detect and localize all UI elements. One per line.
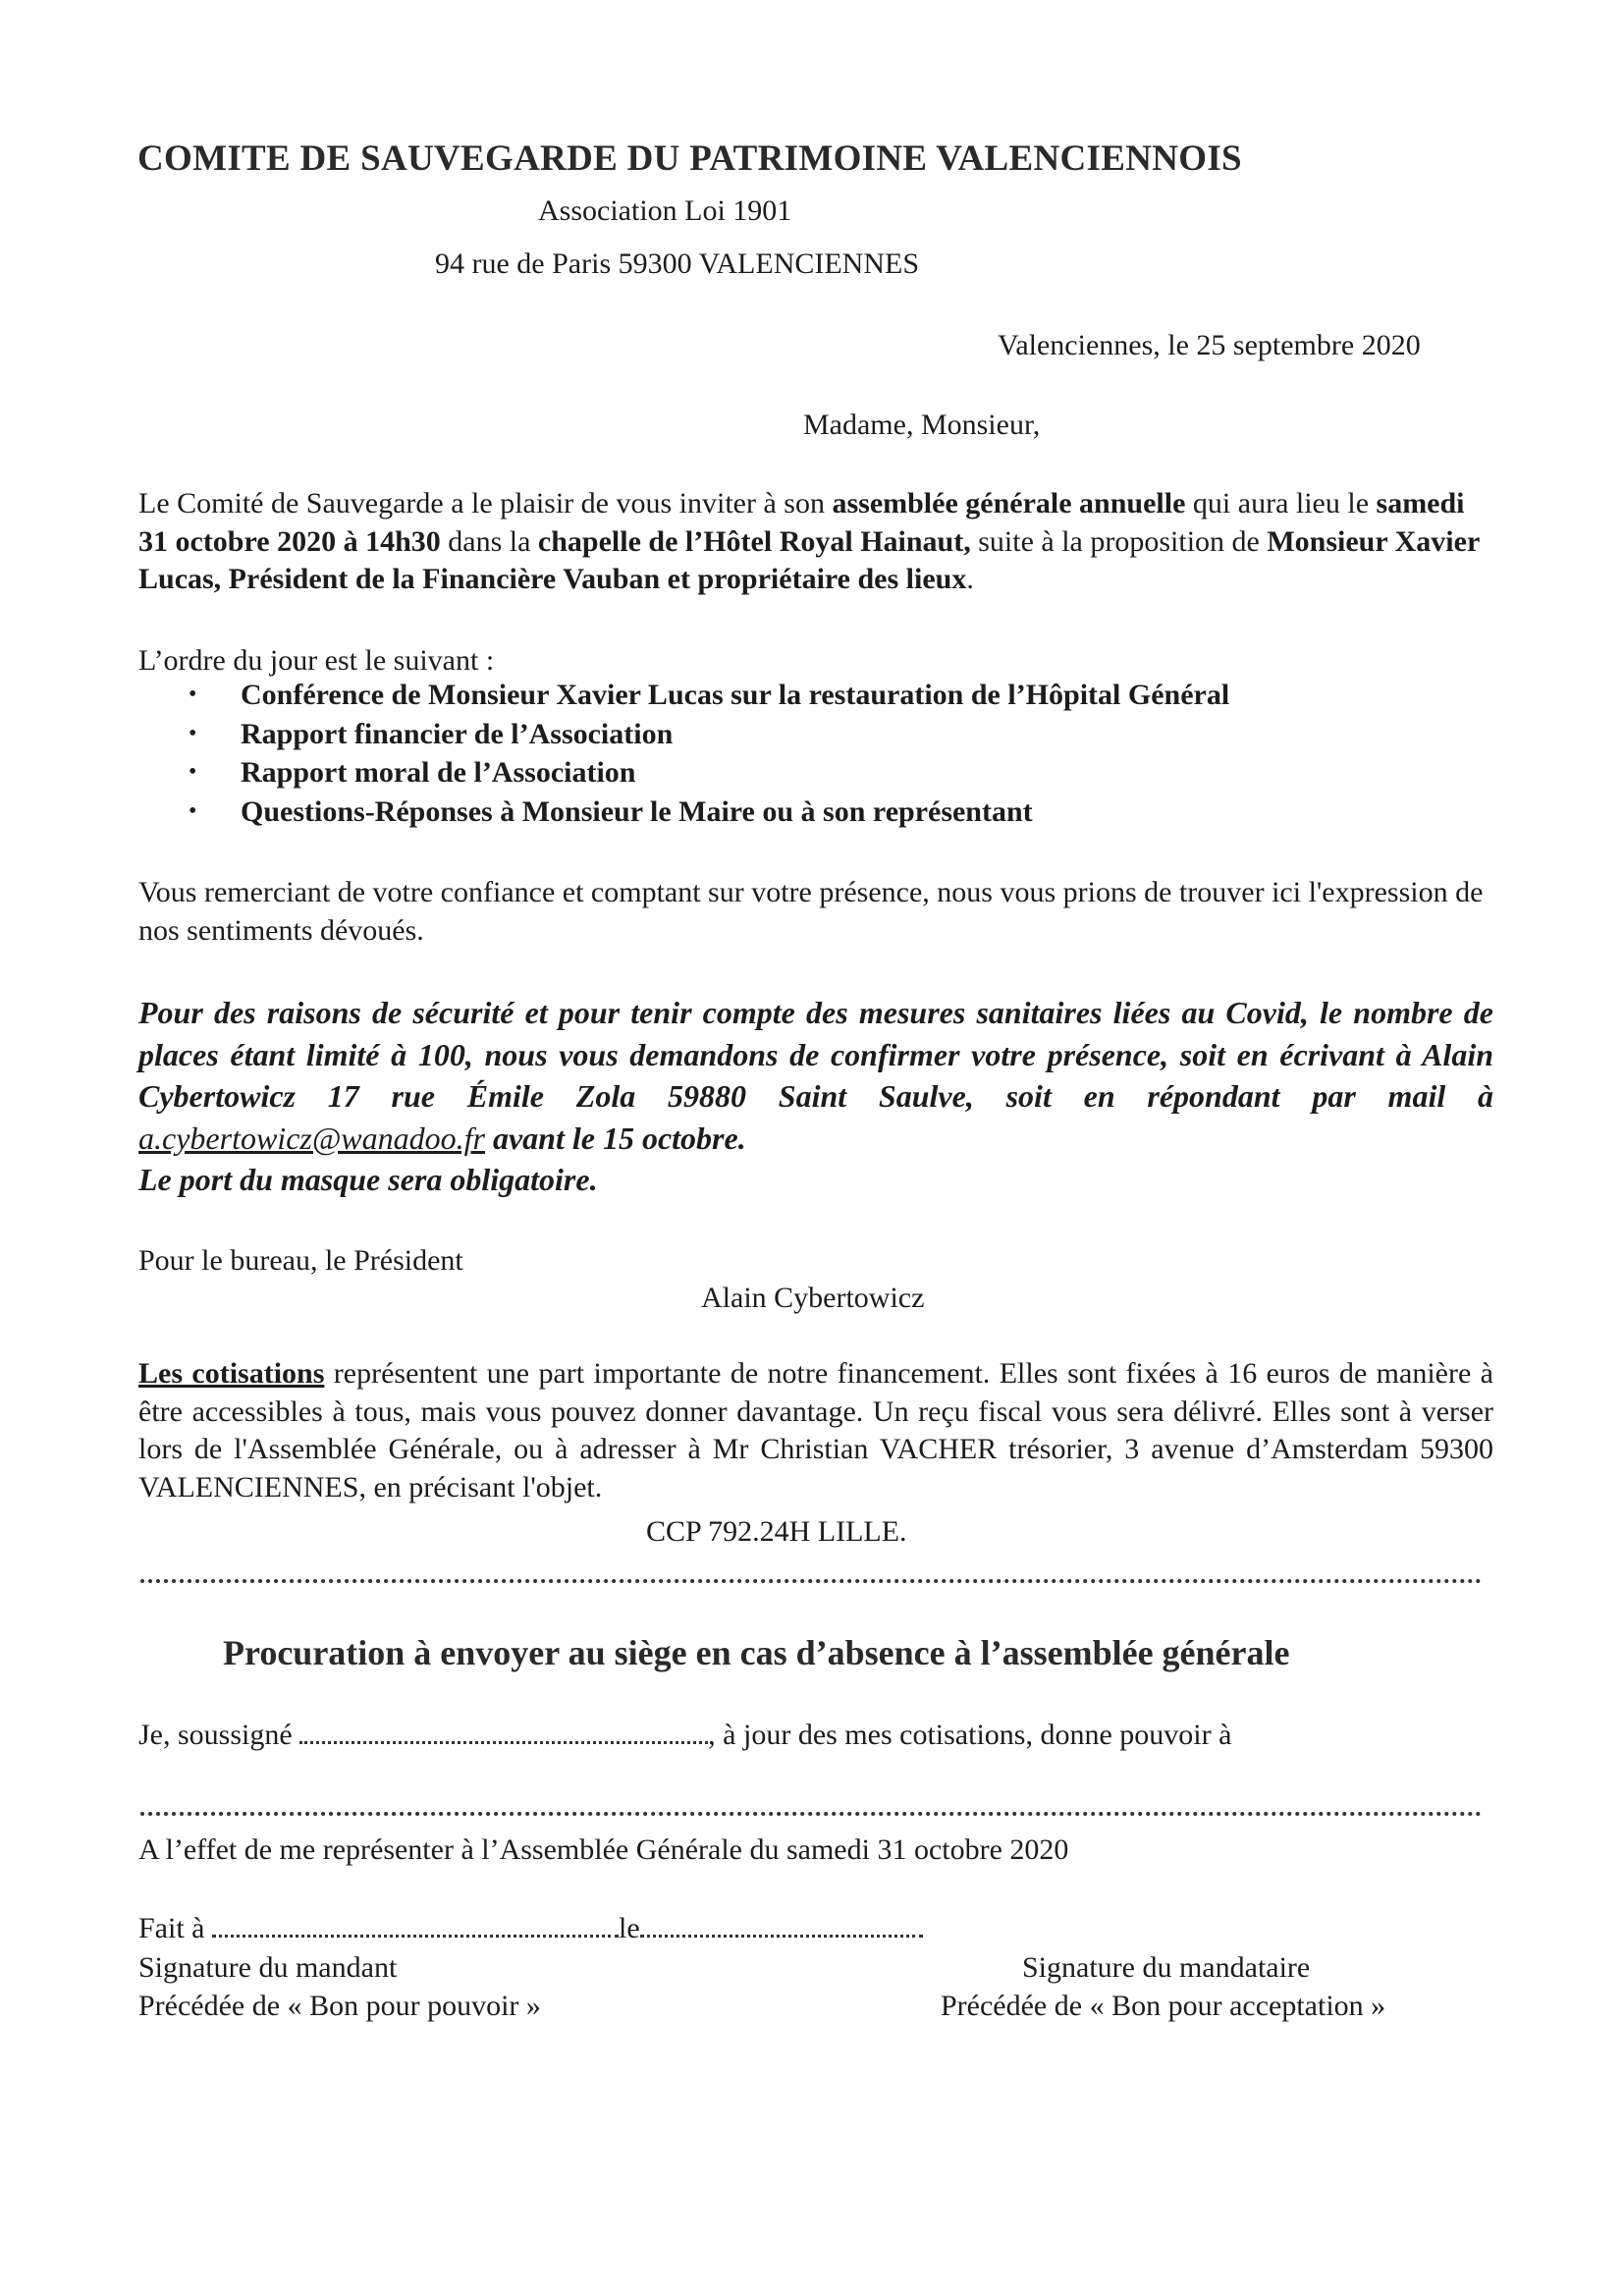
fait-line [138, 1912, 923, 1945]
covid-notice [138, 992, 1493, 1201]
bullet-icon: • [189, 682, 197, 707]
notice-text-1: Pour des raisons de sécurité et pour tenir compte des mesures sanitaires liées au Covid, le nombre de places étant limité à 100, nous vous demandons de confirmer votre présence, soit en écrivant à Alain Cybertowicz 17 rue Émile Zola 59880 Saint Saulve, soit en répondant par mail à [138, 995, 1493, 1114]
agenda-item-text: Rapport financier de l’Association [241, 717, 674, 750]
letterhead-address: 94 rue de Paris 59300 VALENCIENNES [435, 247, 920, 280]
invitation-bold-3: chapelle de l’Hôtel Royal Hainaut, [537, 524, 971, 558]
soussigne-rest: , à jour des mes cotisations, donne pouvoir à [708, 1719, 1232, 1751]
proxy-name-blank-field[interactable] [140, 1812, 1482, 1816]
agenda-intro: L’ordre du jour est le suivant : [138, 644, 495, 677]
closing-paragraph: Vous remerciant de votre confiance et comptant sur votre présence, nous vous prions de trouver ici l'expression de nos sentiments dévoués. [138, 876, 1484, 947]
mandataire-signature-note: Précédée de « Bon pour acceptation » [941, 1990, 1386, 2022]
notice-text-2: avant le 15 octobre. [484, 1120, 746, 1156]
soussigne-label: Je, soussigné [138, 1719, 293, 1751]
ccp-line: CCP 792.24H LILLE. [646, 1515, 907, 1548]
cotisations-heading: Les cotisations [138, 1357, 325, 1390]
invitation-text-5: . [966, 563, 974, 595]
invitation-bold-1: assemblée générale annuelle [832, 487, 1186, 519]
cotisations-paragraph [138, 1355, 1493, 1506]
soussigne-line [138, 1719, 1231, 1752]
notice-mask: Le port du masque sera obligatoire. [138, 1162, 598, 1197]
signature-line: Pour le bureau, le Président [138, 1244, 463, 1277]
invitation-text-1: Le Comité de Sauvegarde a le plaisir de vous inviter à son [138, 487, 833, 519]
signatory-name: Alain Cybertowicz [701, 1282, 925, 1314]
invitation-bold-4: Monsieur Xavier Lucas, Président de la Financière Vauban et propriétaire des lieux [138, 524, 1480, 595]
agenda-list [138, 676, 1415, 831]
salutation: Madame, Monsieur, [803, 409, 1041, 441]
mandant-signature-label: Signature du mandant [138, 1951, 398, 1984]
name-blank-field[interactable] [299, 1722, 708, 1744]
bullet-icon: • [189, 720, 197, 746]
agenda-item [138, 715, 1415, 754]
invitation-text-4: suite à la proposition de [970, 524, 1268, 558]
agenda-item-text: Rapport moral de l’Association [241, 756, 636, 789]
invitation-paragraph [138, 485, 1493, 599]
date-line: Valenciennes, le 25 septembre 2020 [998, 329, 1421, 361]
invitation-text-2: qui aura lieu le [1185, 487, 1377, 519]
place-blank-field[interactable] [212, 1915, 619, 1938]
invitation-bold-2: samedi 31 octobre 2020 à 14h30 [138, 487, 1465, 558]
invitation-text-3: dans la [440, 524, 538, 558]
email-link[interactable]: a.cybertowicz@wanadoo.fr [138, 1120, 485, 1156]
date-blank-field[interactable] [640, 1915, 923, 1938]
agenda-item [138, 676, 1415, 715]
effet-line: A l’effet de me représenter à l’Assemblée Générale du samedi 31 octobre 2020 [138, 1833, 1069, 1866]
fait-label: Fait à [138, 1912, 205, 1944]
agenda-item [138, 753, 1415, 793]
cut-line-divider [140, 1579, 1482, 1583]
letterhead-title: COMITE DE SAUVEGARDE DU PATRIMOINE VALENCIENNOIS [137, 138, 1242, 179]
bullet-icon: • [189, 759, 197, 785]
cotisations-body: représentent une part importante de notre financement. Elles sont fixées à 16 euros de manière à être accessibles à tous, mais vous pouvez donner davantage. Un reçu fiscal vous sera délivré. Elles sont à verser lors de l'Assemblée Générale, ou à adresser à Mr Christian VACHER trésorier, 3 avenue d’Amsterdam 59300 VALENCIENNES, en précisant l'objet. [138, 1357, 1493, 1503]
bullet-icon: • [189, 797, 197, 824]
letterhead-subtitle: Association Loi 1901 [538, 194, 792, 227]
mandant-signature-note: Précédée de « Bon pour pouvoir » [138, 1990, 541, 2022]
agenda-item [138, 793, 1415, 832]
procuration-title: Procuration à envoyer au siège en cas d’absence à l’assemblée générale [223, 1633, 1290, 1672]
le-label: le [619, 1912, 640, 1944]
mandataire-signature-label: Signature du mandataire [1022, 1951, 1311, 1984]
agenda-item-text: Questions-Réponses à Monsieur le Maire ou à son représentant [241, 794, 1033, 828]
agenda-item-text: Conférence de Monsieur Xavier Lucas sur la restauration de l’Hôpital Général [241, 679, 1230, 711]
